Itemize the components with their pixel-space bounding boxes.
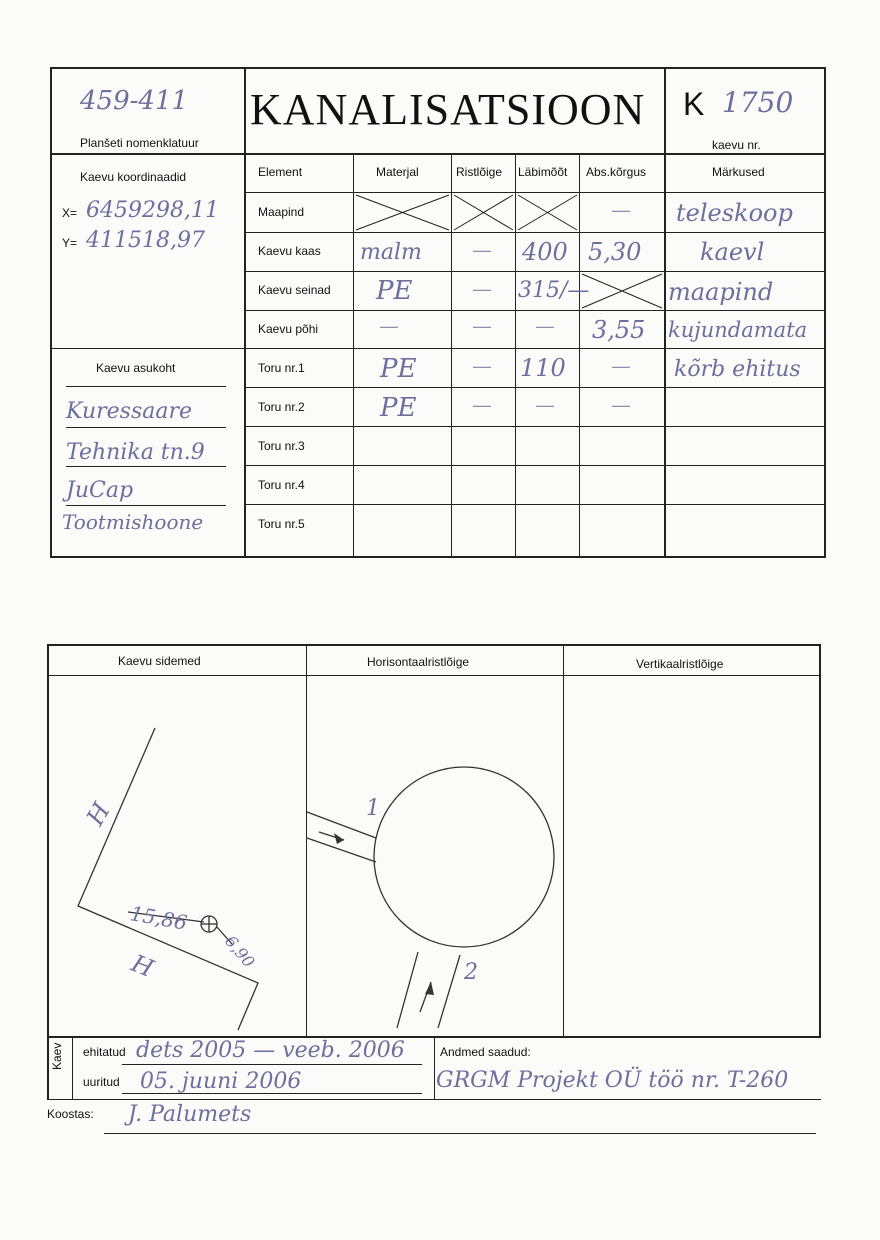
row-element: Toru nr.2 — [258, 400, 305, 414]
location-line: Tehnika tn.9 — [66, 440, 205, 465]
cell-notes: kujundamata — [668, 318, 808, 342]
cell-cross: — — [473, 240, 491, 260]
author-underline — [104, 1133, 816, 1134]
tie-distance-b: 6,90 — [221, 931, 259, 972]
cell-notes: maapind — [668, 278, 774, 306]
built-value: dets 2005 — veeb. 2006 — [136, 1038, 405, 1063]
cell-material: — — [380, 316, 398, 336]
author-value: J. Palumets — [128, 1102, 252, 1127]
location-line: JuCap — [66, 478, 134, 503]
row-element: Toru nr.1 — [258, 361, 305, 375]
tie-distance-a: 15,86 — [128, 901, 189, 935]
cell-abs: — — [612, 356, 630, 376]
x-prefix: X= — [62, 206, 78, 220]
cell-material: PE — [376, 276, 413, 306]
col-heading-horizontal: Horisontaalristlõige — [367, 655, 470, 669]
cell-abs: 5,30 — [588, 238, 642, 266]
wall-label-bottom: H — [127, 949, 158, 983]
source-value: GRGM Projekt OÜ töö nr. T-260 — [436, 1068, 789, 1093]
well-number: 1750 — [722, 86, 794, 119]
cell-cross: — — [473, 316, 491, 336]
header-notes: Märkused — [712, 165, 765, 179]
cell-cross: — — [473, 395, 491, 415]
cell-diameter: 110 — [520, 354, 566, 382]
row-element: Kaevu seinad — [258, 283, 331, 297]
row-element: Toru nr.4 — [258, 478, 305, 492]
measured-label: uuritud — [83, 1075, 120, 1089]
coordinates-label: Kaevu koordinaadid — [80, 170, 187, 184]
header-crosssection: Ristlõige — [456, 165, 503, 179]
col-heading-ties: Kaevu sidemed — [118, 654, 201, 668]
source-label: Andmed saadud: — [440, 1045, 531, 1059]
well-label: kaevu nr. — [712, 138, 761, 152]
row-element: Maapind — [258, 205, 305, 219]
location-line: Kuressaare — [66, 399, 193, 424]
location-label: Kaevu asukoht — [96, 361, 176, 375]
header-abs-height: Abs.kõrgus — [586, 165, 647, 179]
pipe-label-1: 1 — [366, 796, 380, 821]
header-element: Element — [258, 165, 303, 179]
page-title: KANALISATSIOON — [250, 85, 646, 134]
y-coordinate: 411518,97 — [86, 228, 205, 253]
col-heading-vertical: Vertikaalristlõige — [636, 657, 724, 671]
footer-left-edge — [47, 1036, 49, 1100]
cell-diameter: 315/— — [518, 278, 590, 303]
plansheet-label: Planšeti nomenklatuur — [80, 136, 199, 150]
cell-diameter: 400 — [522, 238, 568, 266]
well-prefix: K — [683, 86, 705, 122]
cell-abs: — — [612, 200, 630, 220]
location-line: Tootmishoone — [62, 510, 204, 534]
pipe-label-2: 2 — [464, 960, 478, 985]
cell-cross: — — [473, 356, 491, 376]
footer-bottom — [47, 1099, 821, 1100]
header-material: Materjal — [376, 165, 419, 179]
built-underline — [122, 1064, 422, 1065]
plansheet-value: 459-411 — [80, 86, 189, 116]
row-element: Toru nr.5 — [258, 517, 305, 531]
cell-diameter: — — [536, 395, 554, 415]
cell-notes: kaevl — [700, 238, 765, 266]
row-element: Kaevu kaas — [258, 244, 321, 258]
author-label: Koostas: — [47, 1107, 94, 1121]
measured-value: 05. juuni 2006 — [140, 1069, 302, 1094]
cell-cross: — — [473, 279, 491, 299]
cell-material: PE — [380, 354, 417, 384]
row-element: Kaevu põhi — [258, 322, 319, 336]
header-diameter: Läbimõõt — [518, 165, 568, 179]
cell-material: malm — [360, 240, 422, 265]
cell-abs: 3,55 — [592, 316, 646, 344]
wall-label-top: H — [81, 797, 116, 831]
x-coordinate: 6459298,11 — [86, 198, 219, 223]
footer-mid-divider — [434, 1036, 435, 1100]
built-label: ehitatud — [83, 1045, 126, 1059]
cell-notes: teleskoop — [676, 199, 793, 227]
cell-material: PE — [380, 393, 417, 423]
cell-abs: — — [612, 395, 630, 415]
side-label: Kaev — [50, 1042, 64, 1070]
cell-notes: kõrb ehitus — [674, 357, 801, 382]
y-prefix: Y= — [62, 236, 78, 250]
cell-diameter: — — [536, 316, 554, 336]
row-element: Toru nr.3 — [258, 439, 305, 453]
footer-side-divider — [72, 1036, 73, 1100]
